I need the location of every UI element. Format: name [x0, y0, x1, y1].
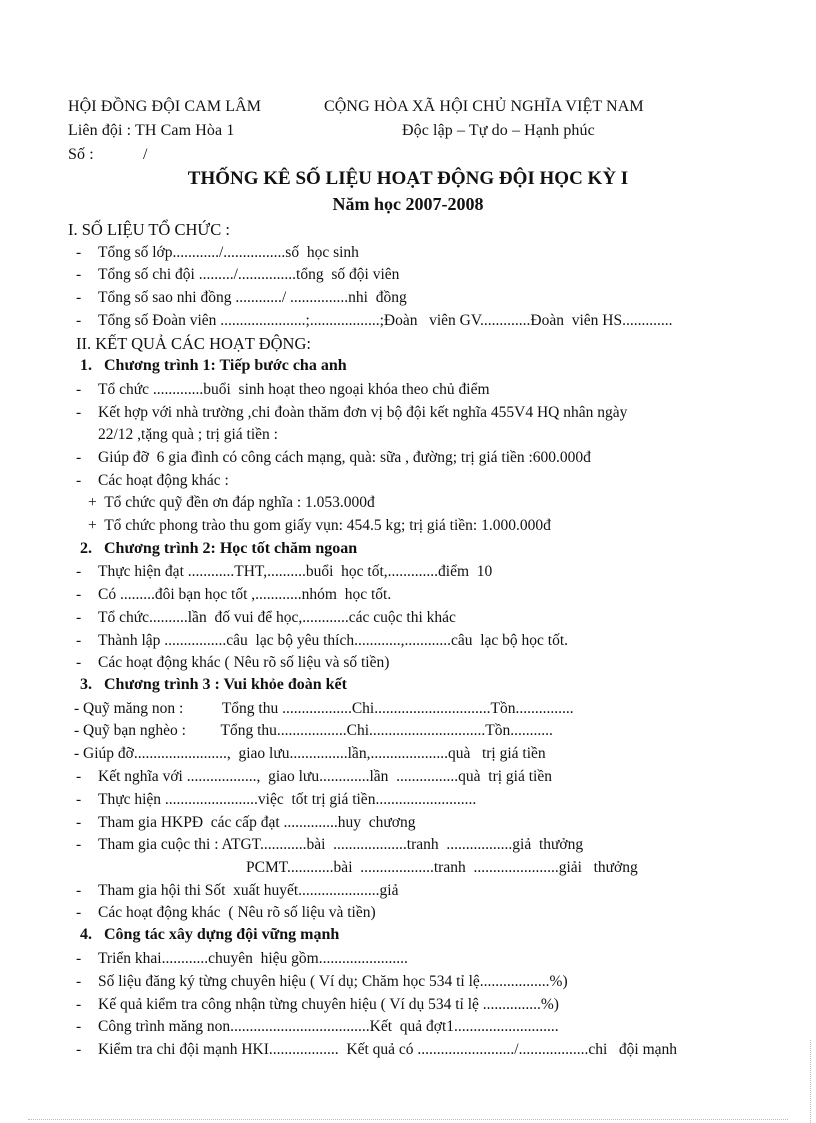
list-item: Tham gia cuộc thi : ATGT............bài ...................tranh .................giả thưởng — [98, 836, 584, 853]
list-dash: - — [76, 266, 82, 283]
program-2-title: 2. Chương trình 2: Học tốt chăm ngoan — [80, 540, 358, 557]
list-item: Tổng số Đoàn viên ......................;..................;Đoàn viên GV.............Đoàn viên HS............. — [98, 312, 673, 329]
list-item: - Quỹ măng non : Tổng thu ..................Chi..............................Tồn............... — [74, 700, 574, 717]
list-dash: - — [76, 654, 82, 671]
list-item: Kiểm tra chi đội mạnh HKI.................. Kết quả có ........................./..................chi đội mạnh — [98, 1041, 678, 1058]
list-item: Kế quả kiểm tra công nhận từng chuyên hiệu ( Ví dụ 534 tỉ lệ ...............%) — [98, 996, 559, 1013]
list-dash: - — [76, 312, 82, 329]
list-item: - Giúp đỡ........................, giao lưu...............lần,....................quà trị giá tiền — [74, 745, 546, 762]
list-item-continued: 22/12 ,tặng quà ; trị giá tiền : — [98, 426, 278, 443]
header-unit: Liên đội : TH Cam Hòa 1 — [68, 122, 235, 139]
list-dash: - — [76, 1018, 82, 1035]
program-4-title: 4. Công tác xây dựng đội vững mạnh — [80, 926, 340, 943]
list-dash: - — [76, 449, 82, 466]
list-dash: - — [76, 586, 82, 603]
program-3-title: 3. Chương trình 3 : Vui khỏe đoàn kết — [80, 676, 347, 693]
list-item: Tham gia HKPĐ các cấp đạt ..............huy chương — [98, 814, 416, 831]
list-item: Triển khai............chuyên hiệu gồm....................... — [98, 950, 408, 967]
list-dash: - — [76, 904, 82, 921]
list-item: Tổng số chi đội ........./...............tổng số đội viên — [98, 266, 400, 283]
document-title: THỐNG KÊ SỐ LIỆU HOẠT ĐỘNG ĐỘI HỌC KỲ I — [187, 168, 629, 189]
list-item: Các hoạt động khác ( Nêu rõ số liệu và tiền) — [98, 904, 376, 921]
section-2-heading: II. KẾT QUẢ CÁC HOẠT ĐỘNG: — [76, 334, 311, 353]
list-item: Tham gia hội thi Sốt xuất huyết.....................giả — [98, 882, 399, 899]
list-dash: - — [76, 609, 82, 626]
header-motto: Độc lập – Tự do – Hạnh phúc — [402, 122, 595, 139]
list-dash: - — [76, 632, 82, 649]
list-dash: - — [76, 814, 82, 831]
list-item: Thành lập ................câu lạc bộ yêu thích............,............câu lạc bộ học tốt. — [98, 632, 569, 649]
list-dash: - — [76, 973, 82, 990]
list-dash: - — [76, 404, 82, 421]
list-dash: - — [76, 882, 82, 899]
list-item: Tổng số lớp............/................số học sinh — [98, 244, 359, 261]
list-item-continued: PCMT............bài ...................tranh ......................giải thưởng — [246, 859, 638, 876]
list-dash: - — [76, 950, 82, 967]
program-1-title: 1. Chương trình 1: Tiếp bước cha anh — [80, 357, 347, 374]
list-item: Tổ chức .............buổi sinh hoạt theo ngoại khóa theo chủ điểm — [98, 381, 490, 398]
page-bottom-divider — [28, 1119, 788, 1120]
list-item: Kết nghĩa với .................., giao lưu.............lần ................quà trị giá tiền — [98, 768, 552, 785]
list-dash: - — [76, 472, 82, 489]
list-item: Giúp đỡ 6 gia đình có công cách mạng, quà: sữa , đường; trị giá tiền :600.000đ — [98, 449, 591, 466]
list-item: Tổng số sao nhi đồng ............/ ...............nhi đồng — [98, 289, 407, 306]
list-dash: - — [76, 289, 82, 306]
list-dash: - — [76, 1041, 82, 1058]
sub-list-item: + Tổ chức phong trào thu gom giấy vụn: 454.5 kg; trị giá tiền: 1.000.000đ — [88, 517, 551, 534]
section-1-heading: I. SỐ LIỆU TỔ CHỨC : — [68, 220, 230, 239]
list-item: Các hoạt động khác : — [98, 472, 229, 489]
list-dash: - — [76, 563, 82, 580]
header-republic: CỘNG HÒA XÃ HỘI CHỦ NGHĨA VIỆT NAM — [324, 98, 644, 115]
list-item: Tổ chức..........lần đố vui để học,............các cuộc thi khác — [98, 609, 456, 626]
school-year: Năm học 2007-2008 — [332, 194, 484, 214]
header-org: HỘI ĐỒNG ĐỘI CAM LÂM — [68, 98, 262, 115]
header-number: Số : / — [68, 146, 148, 163]
list-dash: - — [76, 768, 82, 785]
page-edge-divider — [810, 1040, 811, 1123]
list-dash: - — [76, 244, 82, 261]
list-dash: - — [76, 836, 82, 853]
list-item: - Quỹ bạn nghèo : Tổng thu..................Chi..............................Tồn........... — [74, 722, 553, 739]
list-dash: - — [76, 791, 82, 808]
list-item: Kết hợp với nhà trường ,chi đoàn thăm đơn vị bộ đội kết nghĩa 455V4 HQ nhân ngày — [98, 404, 628, 421]
sub-list-item: + Tổ chức quỹ đền ơn đáp nghĩa : 1.053.000đ — [88, 494, 375, 511]
list-item: Thực hiện ........................việc tốt trị giá tiền.......................... — [98, 791, 477, 808]
list-dash: - — [76, 996, 82, 1013]
list-item: Các hoạt động khác ( Nêu rõ số liệu và số tiền) — [98, 654, 390, 671]
list-item: Có .........đôi bạn học tốt ,............nhóm học tốt. — [98, 586, 392, 603]
list-item: Số liệu đăng ký từng chuyên hiệu ( Ví dụ; Chăm học 534 tỉ lệ..................%) — [98, 973, 568, 990]
list-item: Thực hiện đạt ............THT,..........buổi học tốt,.............điểm 10 — [98, 563, 493, 580]
list-dash: - — [76, 381, 82, 398]
list-item: Công trình măng non....................................Kết quả đợt1........................... — [98, 1018, 559, 1035]
